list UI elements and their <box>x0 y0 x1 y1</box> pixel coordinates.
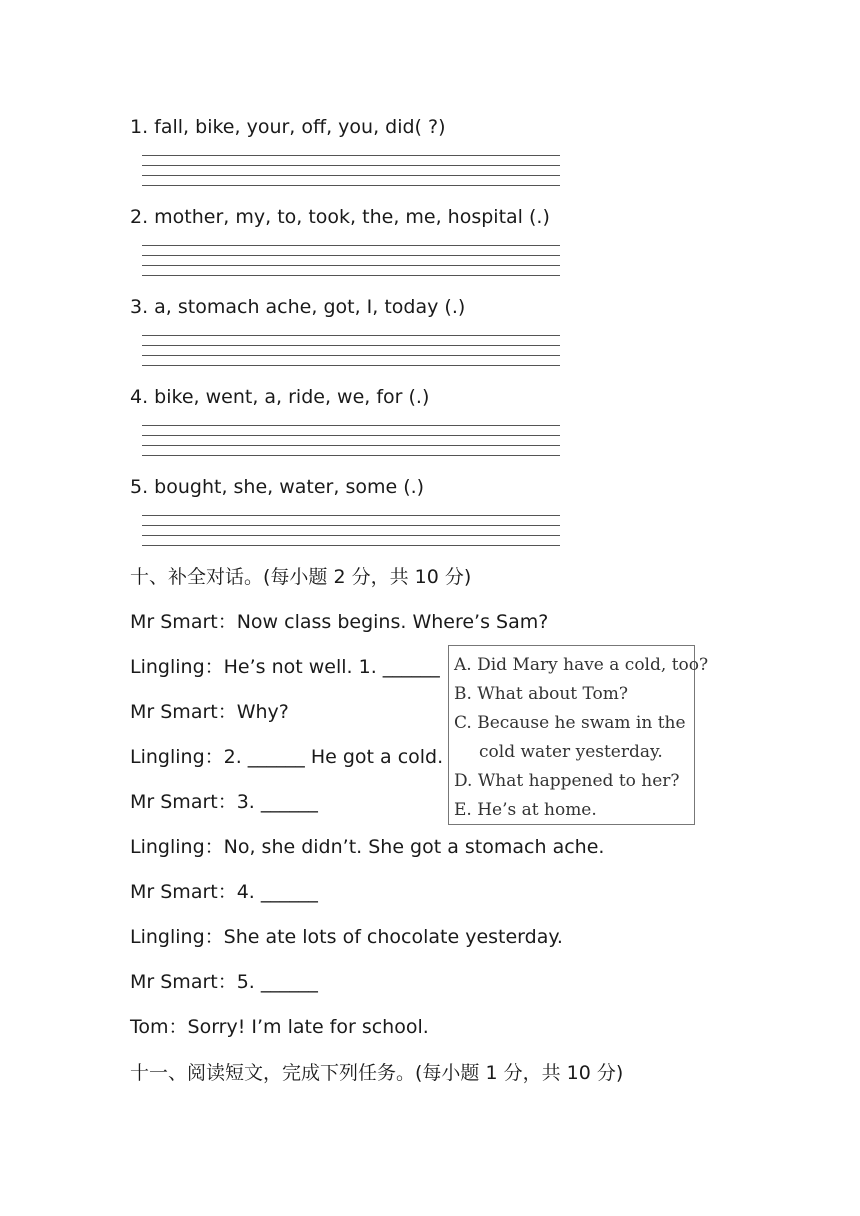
answer-lines-1 <box>142 155 560 189</box>
answer-lines-4 <box>142 425 560 459</box>
options-box <box>448 645 709 825</box>
dialogue-line-9: Mr Smart：5. ______ <box>130 971 318 993</box>
dialogue-line-8: Lingling：She ate lots of chocolate yesterday. <box>130 926 563 948</box>
dialogue-line-6: Lingling：No, she didn’t. She got a stomach ache. <box>130 836 605 858</box>
reorder-question-5: 5. bought, she, water, some (.) <box>130 476 425 498</box>
answer-lines-2 <box>142 245 560 279</box>
option-c: C. Because he swam in the <box>454 713 686 733</box>
dialogue-line-3: Mr Smart：Why? <box>130 701 289 723</box>
option-e: E. He’s at home. <box>454 800 597 820</box>
dialogue-line-7: Mr Smart：4. ______ <box>130 881 318 903</box>
dialogue-line-10: Tom：Sorry! I’m late for school. <box>130 1016 429 1038</box>
dialogue-line-4: Lingling：2. ______ He got a cold. <box>130 746 444 768</box>
dialogue-line-1: Mr Smart：Now class begins. Where’s Sam? <box>130 611 549 633</box>
section-11-title: 十一、阅读短文，完成下列任务。(每小题 1 分，共 10 分) <box>130 1062 624 1084</box>
option-d: D. What happened to her? <box>454 771 680 791</box>
reorder-question-2: 2. mother, my, to, took, the, me, hospital (.) <box>130 206 550 228</box>
dialogue-line-2: Lingling：He’s not well. 1. ______ <box>130 656 440 678</box>
reorder-question-1: 1. fall, bike, your, off, you, did( ?) <box>130 116 446 138</box>
option-c-continued: cold water yesterday. <box>479 742 663 762</box>
dialogue-line-5: Mr Smart：3. ______ <box>130 791 318 813</box>
reorder-question-3: 3. a, stomach ache, got, I, today (.) <box>130 296 466 318</box>
answer-lines-5 <box>142 515 560 549</box>
option-a: A. Did Mary have a cold, too? <box>454 655 709 675</box>
reorder-question-4: 4. bike, went, a, ride, we, for (.) <box>130 386 430 408</box>
section-10-title: 十、补全对话。(每小题 2 分，共 10 分) <box>130 566 472 588</box>
option-b: B. What about Tom? <box>454 684 629 704</box>
answer-lines-3 <box>142 335 560 369</box>
